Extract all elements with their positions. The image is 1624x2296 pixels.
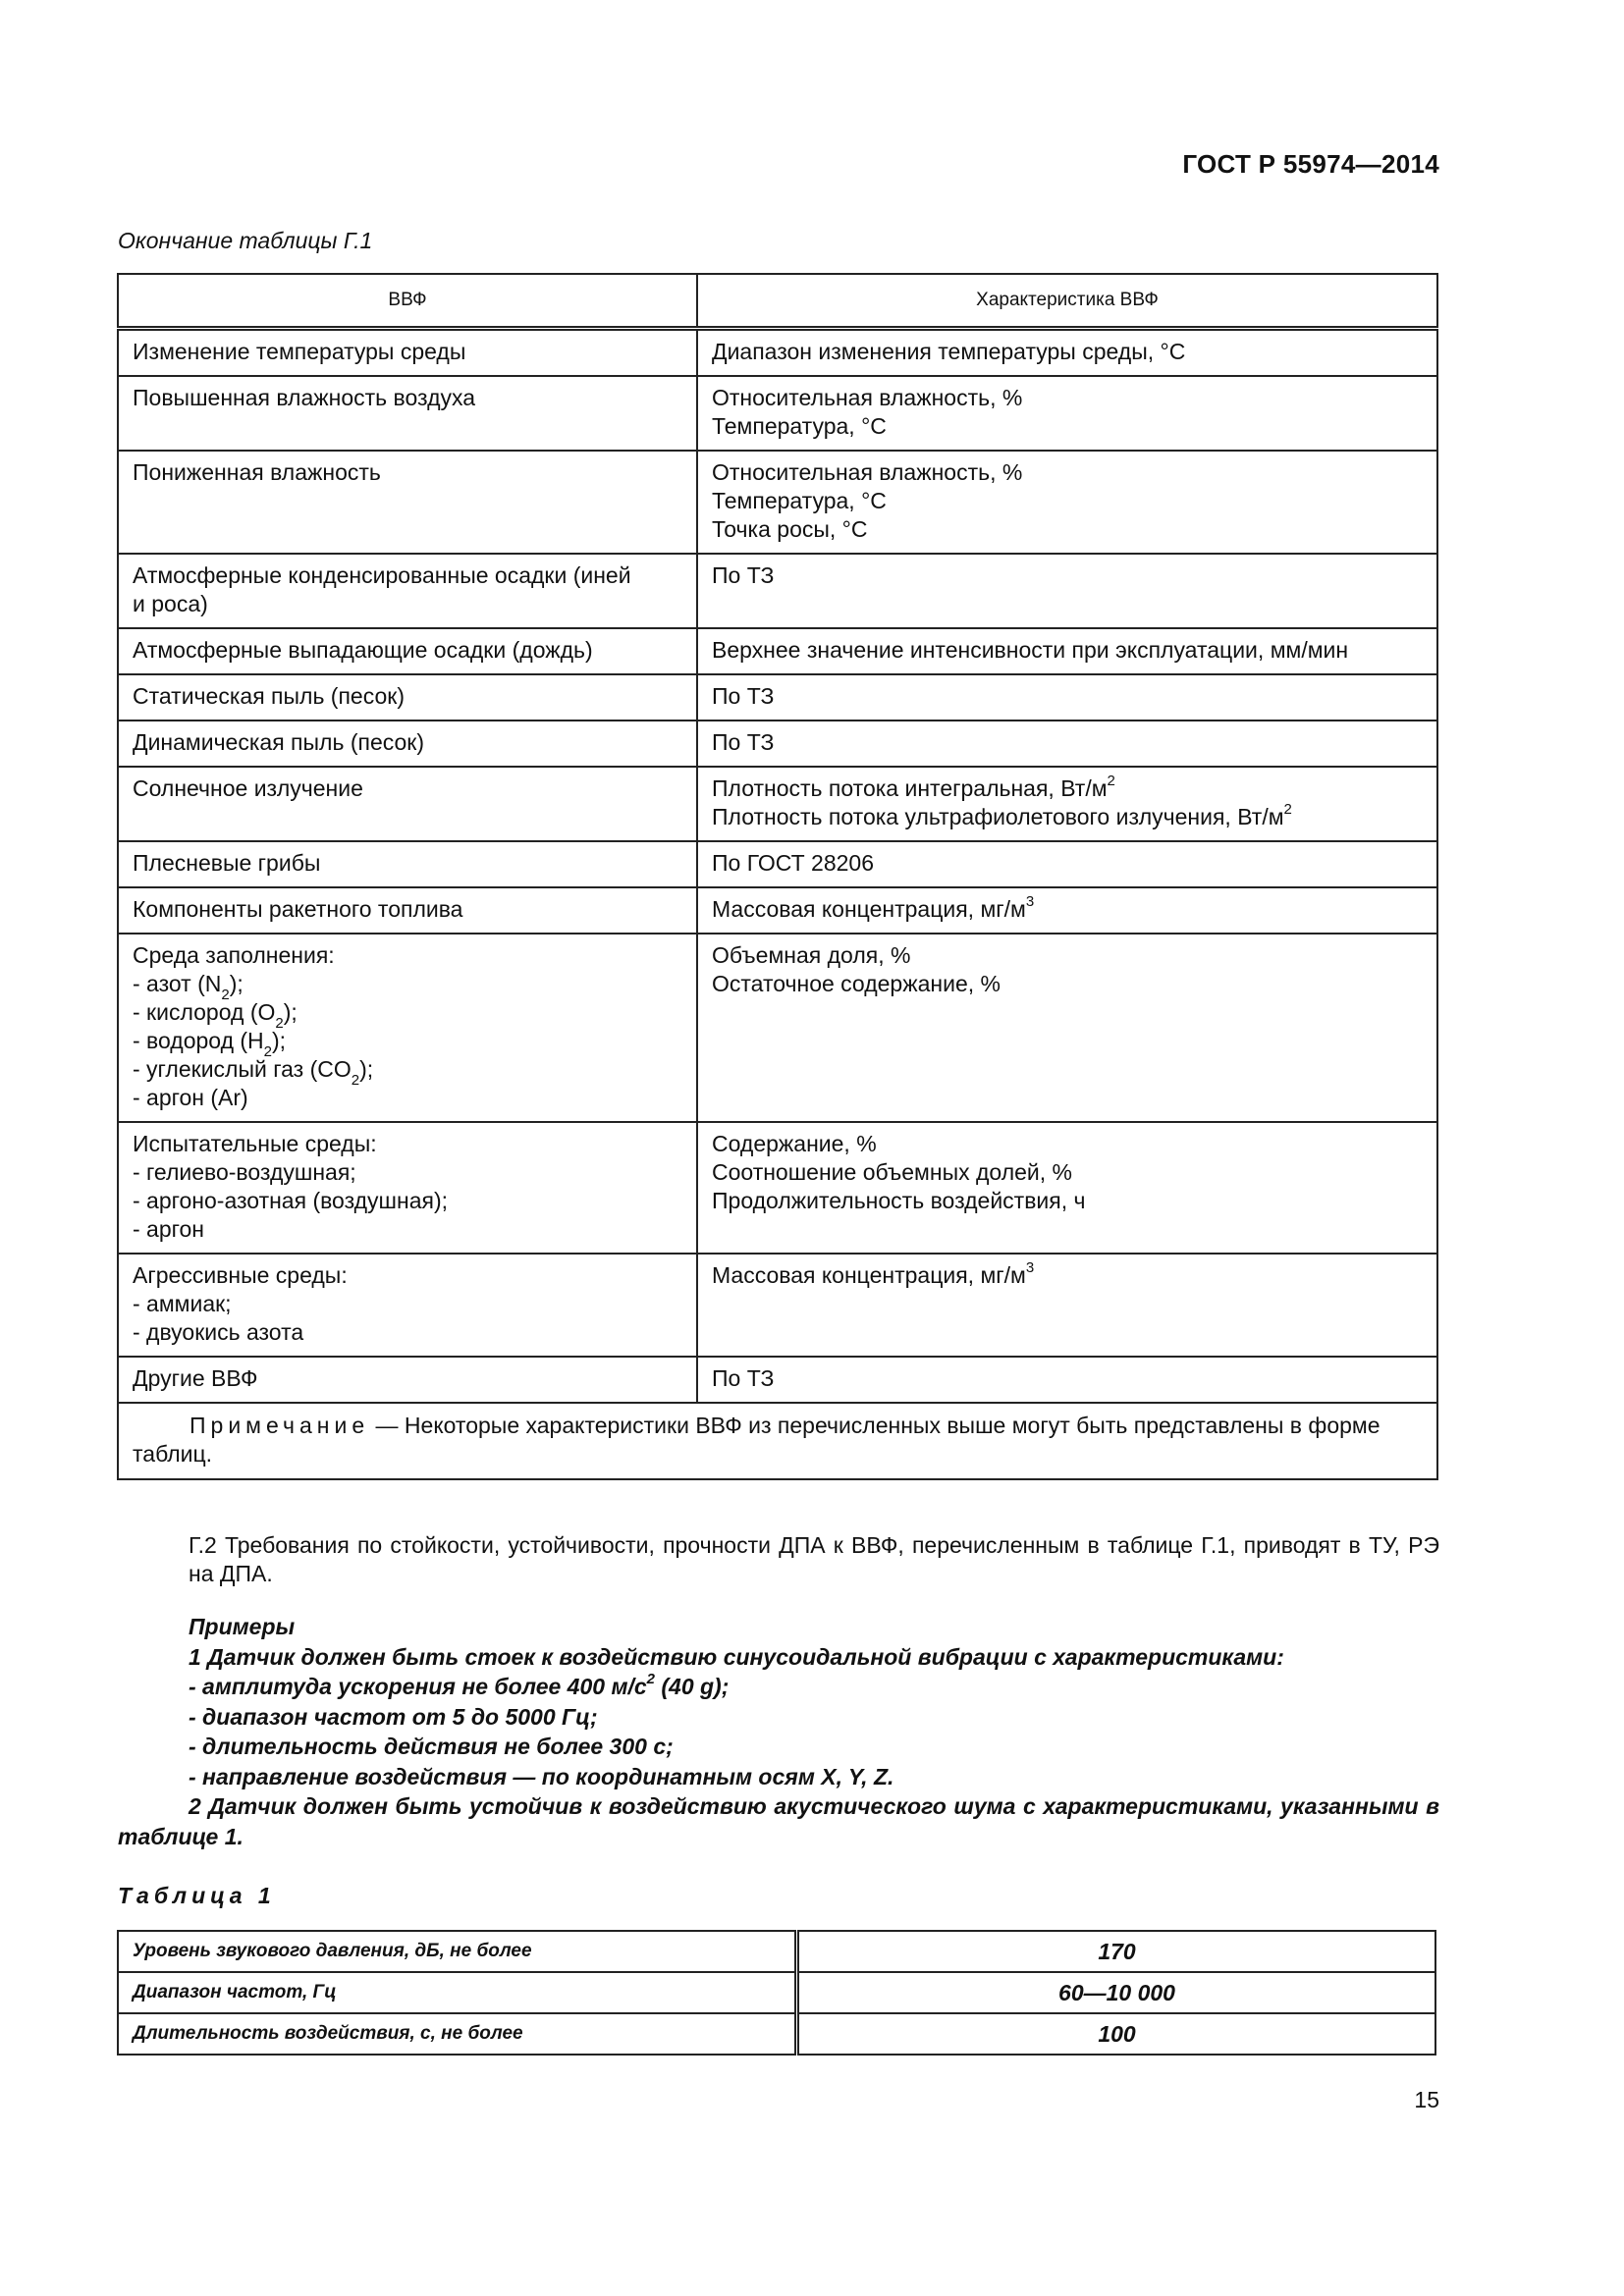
table-row bbox=[118, 628, 1437, 674]
table-1-caption: Таблица 1 bbox=[118, 1883, 276, 1908]
value-cell: 60—10 000 bbox=[797, 1972, 1436, 2013]
table-row bbox=[118, 674, 1437, 721]
factor-cell: Солнечное излучение bbox=[118, 767, 697, 841]
example-2: 2 Датчик должен быть устойчив к воздействию акустического шума с характеристиками, указанными в таблице 1. bbox=[118, 1793, 1439, 1849]
param-cell: Диапазон частот, Гц bbox=[118, 1972, 797, 2013]
factor-cell: Испытательные среды: - гелиево-воздушная; - аргоно-азотная (воздушная); - аргон bbox=[118, 1122, 697, 1254]
table-row bbox=[118, 1931, 1435, 1972]
factor-cell: Другие ВВФ bbox=[118, 1357, 697, 1403]
characteristic-cell: По ТЗ bbox=[697, 674, 1437, 721]
factor-cell: Атмосферные выпадающие осадки (дождь) bbox=[118, 628, 697, 674]
table-row bbox=[118, 841, 1437, 887]
characteristic-cell: По ГОСТ 28206 bbox=[697, 841, 1437, 887]
characteristic-cell: По ТЗ bbox=[697, 721, 1437, 767]
characteristic-cell: Плотность потока интегральная, $Вт/м^2$ Плотность потока ультрафиолетового излучения, $Вт/м^2$ bbox=[697, 767, 1437, 841]
characteristic-cell: Объемная доля, % Остаточное содержание, % bbox=[697, 934, 1437, 1122]
table-row bbox=[118, 934, 1437, 1122]
table-1 bbox=[117, 1930, 1436, 2056]
table-row bbox=[118, 887, 1437, 934]
standard-designation: ГОСТ Р 55974—2014 bbox=[1182, 149, 1439, 179]
factor-cell: Динамическая пыль (песок) bbox=[118, 721, 697, 767]
factor-cell: Агрессивные среды: - аммиак; - двуокись азота bbox=[118, 1254, 697, 1357]
section-g2-paragraph: Г.2 Требования по стойкости, устойчивости, прочности ДПА к ВВФ, перечисленным в таблице Г.1, приводят в ТУ, РЭ на ДПА. bbox=[189, 1532, 1439, 1586]
example-1-item: - диапазон частот от 5 до 5000 Гц; bbox=[189, 1703, 598, 1730]
characteristic-cell: По ТЗ bbox=[697, 1357, 1437, 1403]
example-1-item: - направление воздействия — по координатным осям X, Y, Z. bbox=[189, 1763, 894, 1789]
table-row bbox=[118, 376, 1437, 451]
example-1-item: - амплитуда ускорения не более 400 $м/с^2$ (40 g); bbox=[189, 1671, 730, 1699]
examples-block bbox=[118, 1612, 1439, 1851]
factor-cell: Атмосферные конденсированные осадки (иней и роса) bbox=[118, 554, 697, 628]
factor-cell: Плесневые грибы bbox=[118, 841, 697, 887]
table-row bbox=[118, 329, 1437, 377]
examples-title: Примеры bbox=[189, 1614, 296, 1639]
column-header-factor: ВВФ bbox=[118, 274, 697, 329]
table-row bbox=[118, 767, 1437, 841]
column-header-characteristic: Характеристика ВВФ bbox=[697, 274, 1437, 329]
note-text: — Некоторые характеристики ВВФ из перечисленных выше могут быть представлены в форме таблиц. bbox=[133, 1413, 1380, 1467]
table-row bbox=[118, 451, 1437, 554]
table-row bbox=[118, 554, 1437, 628]
table-note-row bbox=[118, 1403, 1437, 1479]
characteristic-cell: Массовая концентрация, $мг/м^3$ bbox=[697, 1254, 1437, 1357]
value-cell: 170 bbox=[797, 1931, 1436, 1972]
factor-cell: Статическая пыль (песок) bbox=[118, 674, 697, 721]
factor-cell: Среда заполнения: - азот $(N_2)$; - кислород $(O_2)$; - водород $(H_2)$; - углекислый газ $(CO_2)$; - аргон (Ar) bbox=[118, 934, 697, 1122]
factor-cell: Пониженная влажность bbox=[118, 451, 697, 554]
table-header-row bbox=[118, 274, 1437, 329]
table-row bbox=[118, 1254, 1437, 1357]
table-row bbox=[118, 1357, 1437, 1403]
example-1-intro: 1 Датчик должен быть стоек к воздействию синусоидальной вибрации с характеристиками: bbox=[189, 1643, 1284, 1670]
page-number: 15 bbox=[1414, 2087, 1439, 2112]
param-cell: Уровень звукового давления, дБ, не более bbox=[118, 1931, 797, 1972]
factor-cell: Компоненты ракетного топлива bbox=[118, 887, 697, 934]
characteristic-cell: Относительная влажность, % Температура, °С Точка росы, °С bbox=[697, 451, 1437, 554]
param-cell: Длительность воздействия, с, не более bbox=[118, 2013, 797, 2055]
characteristic-cell: Содержание, % Соотношение объемных долей, % Продолжительность воздействия, ч bbox=[697, 1122, 1437, 1254]
table-row bbox=[118, 1122, 1437, 1254]
characteristic-cell: Верхнее значение интенсивности при эксплуатации, мм/мин bbox=[697, 628, 1437, 674]
table-row bbox=[118, 2013, 1435, 2055]
table-row bbox=[118, 1972, 1435, 2013]
factor-cell: Повышенная влажность воздуха bbox=[118, 376, 697, 451]
table-continuation-caption: Окончание таблицы Г.1 bbox=[118, 228, 373, 253]
characteristic-cell: По ТЗ bbox=[697, 554, 1437, 628]
table-row bbox=[118, 721, 1437, 767]
value-cell: 100 bbox=[797, 2013, 1436, 2055]
table-g1 bbox=[117, 273, 1438, 1480]
note-label: Примечание bbox=[189, 1413, 370, 1438]
characteristic-cell: Массовая концентрация, $мг/м^3$ bbox=[697, 887, 1437, 934]
characteristic-cell: Относительная влажность, % Температура, °С bbox=[697, 376, 1437, 451]
characteristic-cell: Диапазон изменения температуры среды, °С bbox=[697, 329, 1437, 377]
table-note bbox=[118, 1403, 1437, 1479]
factor-cell: Изменение температуры среды bbox=[118, 329, 697, 377]
example-1-item: - длительность действия не более 300 с; bbox=[189, 1734, 674, 1759]
